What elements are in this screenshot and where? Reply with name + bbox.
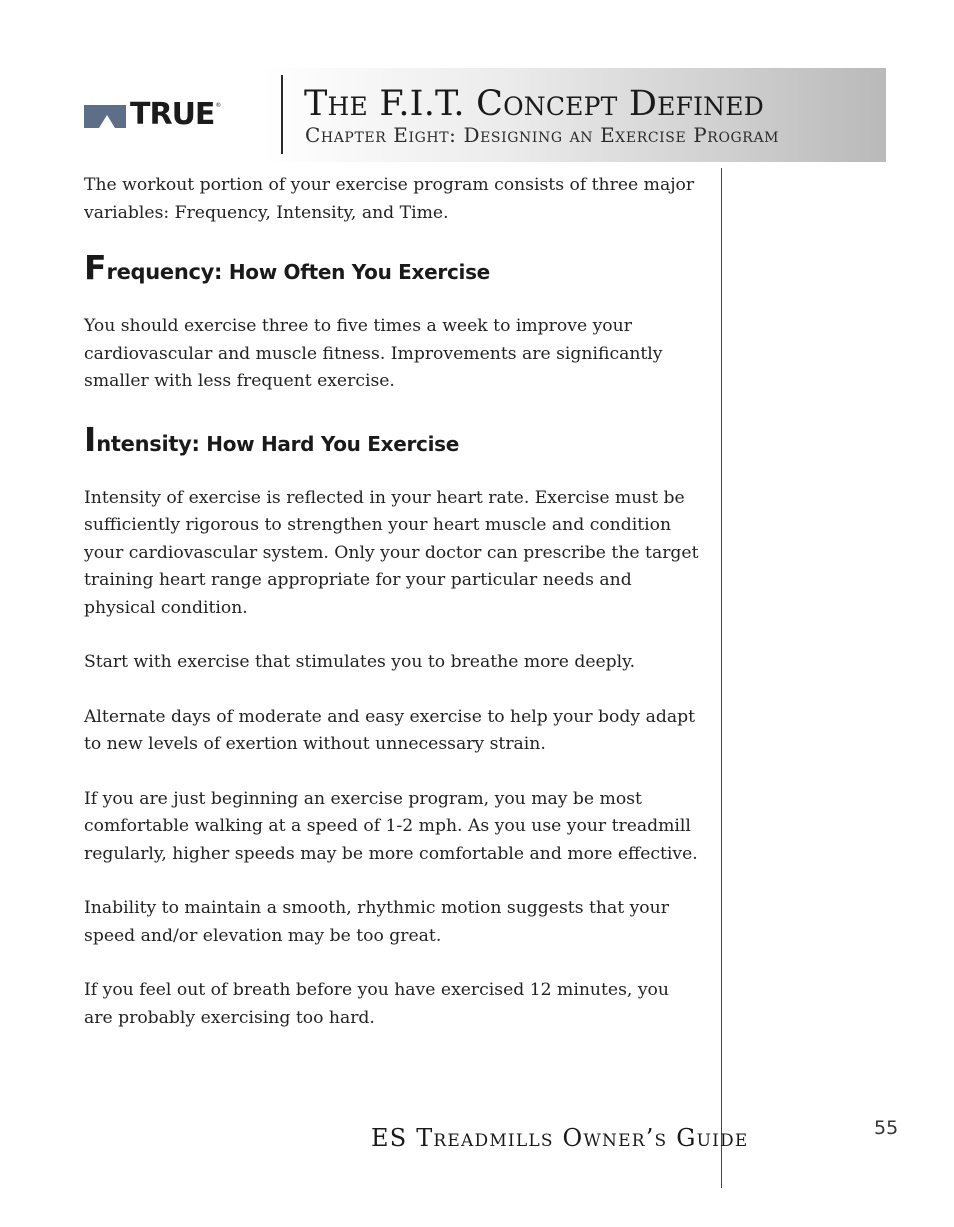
intensity-paragraph-4: If you are just beginning an exercise program, you may be most comfortable walking at a speed of 1-2 mph. As you use your treadmill regularly, higher speeds may be more comfortable and more effective. [84,788,698,864]
frequency-heading-lead: requency: [106,260,223,284]
frequency-heading [84,248,702,289]
page-body [84,172,702,1059]
true-logo-mark-icon [84,102,126,128]
intensity-heading [84,419,702,461]
guide-title: ES Treadmills Owner’s Guide [371,1124,749,1152]
intensity-paragraph-2: Start with exercise that stimulates you to breathe more deeply. [84,652,636,672]
intensity-paragraph-5: Inability to maintain a smooth, rhythmic motion suggests that your speed and/or elevation may be too great. [84,898,669,946]
logo-trademark: ® [215,102,222,109]
logo-text: TRUE [130,97,215,132]
true-logo [84,97,222,132]
intensity-paragraph-1: Intensity of exercise is reflected in your heart rate. Exercise must be sufficiently rigorous to strengthen your heart muscle and condition your cardiovascular system. Only your doctor can prescribe the target training heart range appropriate for your particular needs and physical condition. [84,487,699,618]
margin-rule [721,168,722,1188]
page-number: 55 [874,1117,899,1139]
intensity-heading-text: How Hard You Exercise [199,431,460,456]
intensity-heading-lead: ntensity: [96,431,200,456]
chapter-subtitle: Chapter Eight: Designing an Exercise Program [305,123,780,147]
intensity-paragraph-6: If you feel out of breath before you have exercised 12 minutes, you are probably exercising too hard. [84,980,669,1028]
frequency-paragraph: You should exercise three to five times a week to improve your cardiovascular and muscle fitness. Improvements are significantly smaller with less frequent exercise. [84,316,663,391]
intensity-heading-dropcap: I [84,419,97,459]
header-divider [281,75,283,154]
frequency-heading-dropcap: F [84,248,107,287]
intro-paragraph: The workout portion of your exercise program consists of three major variables: Frequency, Intensity, and Time. [84,175,695,223]
intensity-paragraph-3: Alternate days of moderate and easy exercise to help your body adapt to new levels of exertion without unnecessary strain. [84,706,695,754]
frequency-heading-text: How Often You Exercise [222,260,490,284]
page-title: The F.I.T. Concept Defined [304,84,764,124]
